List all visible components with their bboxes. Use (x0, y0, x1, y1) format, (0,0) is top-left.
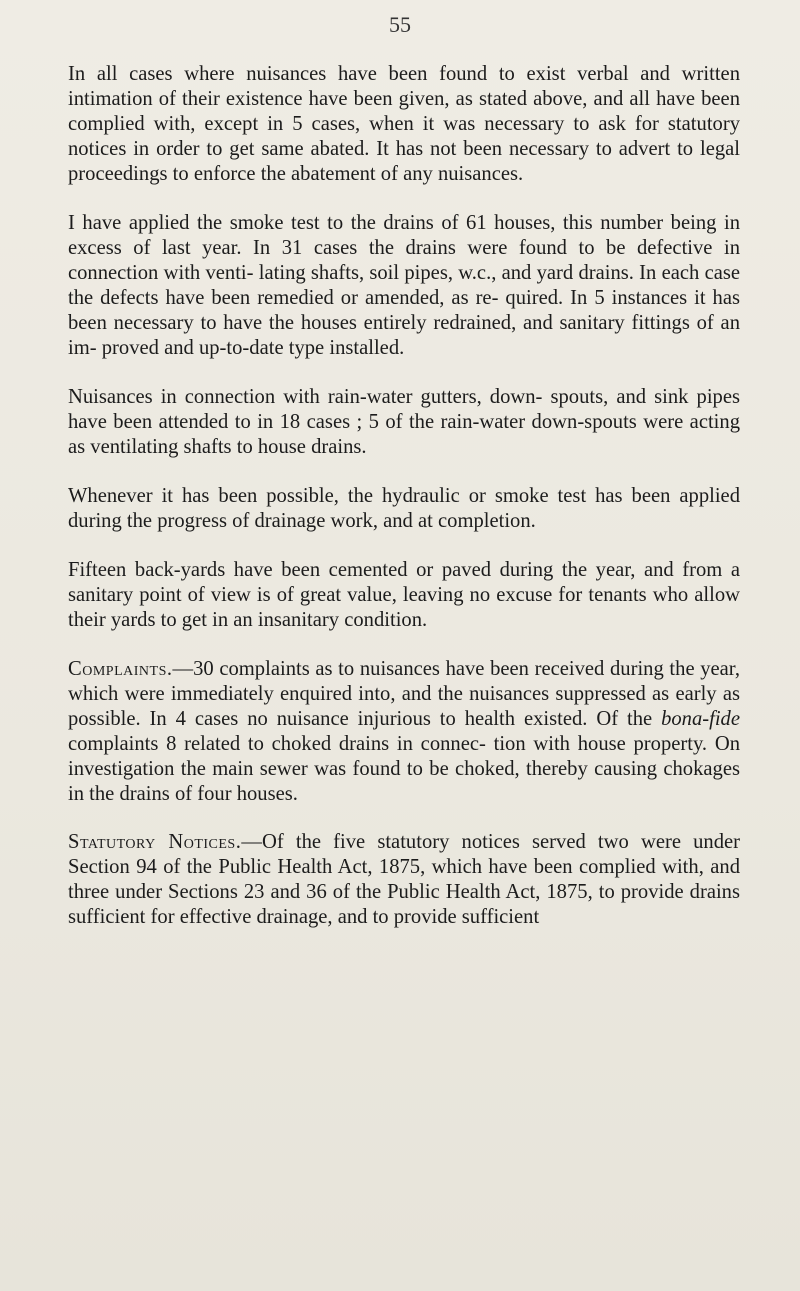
paragraph-back-yards: Fifteen back-yards have been cemented or paved during the year, and from a sanitary point of view is of great value, leaving no excuse for tenants who allow their yards to get in an insanitary condition. (68, 559, 740, 631)
page-number: 55 (389, 12, 411, 37)
complaints-italic-term: bona-fide (661, 708, 740, 730)
complaints-text-a: —30 complaints as to nuisances have been received during the year, which were immediately enquired into, and the nuisances suppressed as early as possible. In 4 cases no nuisance injurious to health existed. Of the (68, 658, 740, 730)
complaints-text-b: complaints 8 related to choked drains in connec- tion with house property. On investigation the main sewer was found to be choked, thereby causing chokages in the drains of four houses. (68, 733, 740, 805)
statutory-notices-text: —Of the five statutory notices served two were under Section 94 of the Public Health Act, 1875, which have been complied with, and three under Sections 23 and 36 of the Public Health Act, 1875, to provide drains sufficient for effective drainage, and to provide sufficient (68, 831, 741, 928)
complaints-heading: Complaints. (68, 658, 173, 680)
statutory-notices-heading: Statutory Notices. (68, 831, 242, 853)
paragraph-nuisances-intimation: In all cases where nuisances have been found to exist verbal and written intimation of their existence have been given, as stated above, and all have been complied with, except in 5 cases, when it was necessary to ask for statutory notices in order to get same abated. It has not been necessary to advert to legal proceedings to enforce the abatement of any nuisances. (68, 63, 740, 185)
paragraph-statutory-notices (68, 830, 740, 930)
paragraph-smoke-test: I have applied the smoke test to the drains of 61 houses, this number being in excess of last year. In 31 cases the drains were found to be defective in connection with venti- lating shafts, soil pipes, w.c., and yard drains. In each case the defects have been remedied or amended, as re- quired. In 5 instances it has been necessary to have the houses entirely redrained, and sanitary fittings of an im- proved and up-to-date type installed. (68, 212, 740, 359)
paragraph-hydraulic-test: Whenever it has been possible, the hydraulic or smoke test has been applied during the progress of drainage work, and at completion. (68, 485, 740, 532)
paragraph-complaints (68, 657, 740, 807)
body-text (68, 62, 740, 954)
paragraph-rain-water-gutters: Nuisances in connection with rain-water gutters, down- spouts, and sink pipes have been attended to in 18 cases ; 5 of the rain-water down-spouts were acting as ventilating shafts to house drains. (68, 386, 740, 458)
